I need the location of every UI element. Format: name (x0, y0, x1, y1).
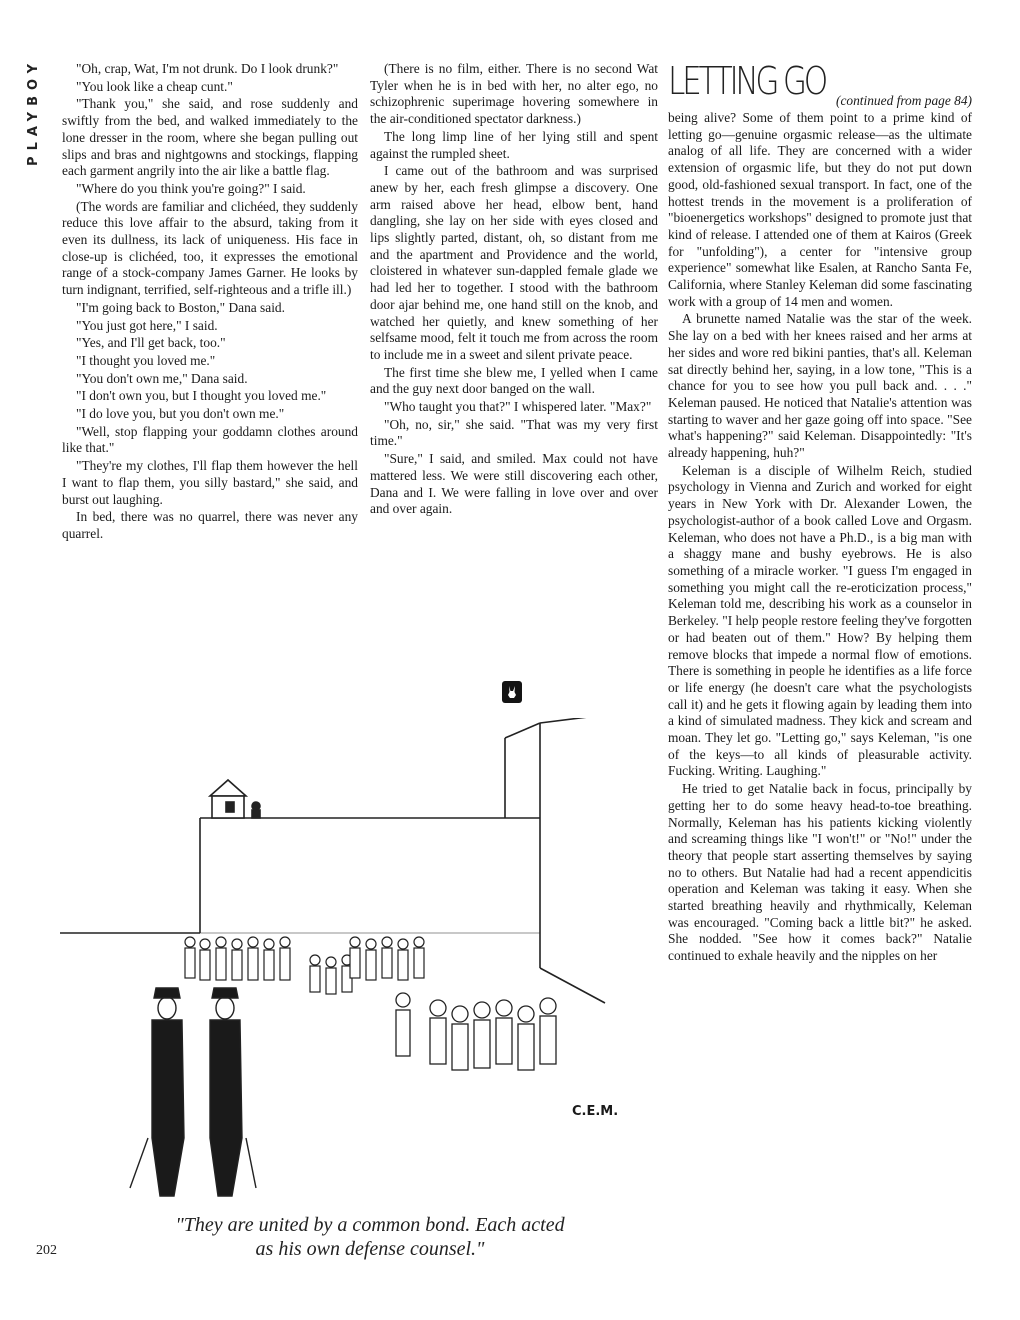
paragraph: "I'm going back to Boston," Dana said. (76, 299, 285, 315)
paragraph: "They're my clothes, I'll flap them however the hell I want to flap them, you silly bastard," she said, and burst out laughing. (62, 458, 358, 507)
paragraph: The first time she blew me, I yelled when I came and the guy next door banged on the wall. (370, 364, 658, 397)
cartoon-caption (110, 1213, 630, 1261)
paragraph: (The words are familiar and clichéed, they suddenly reduce this love affair to the absurd, taking from it even its dullness, its lack of uniqueness. His face in close-up is clichéed, too, it expresses the emotional range of a stock-company James Garner. He looks by turn indignant, terrified, self-righteous and a trifle ill.) (62, 198, 358, 298)
paragraph: "Who taught you that?" I whispered later. "Max?" (384, 399, 652, 415)
page-number: 202 (36, 1243, 57, 1258)
paragraph: "Where do you think you're going?" I said. (76, 180, 306, 196)
paragraph: "Yes, and I'll get back, too." (76, 335, 226, 351)
paragraph: "I do love you, but you don't own me." (76, 406, 285, 422)
paragraph: being alive? Some of them point to a prime kind of letting go—genuine orgasmic release—as the ultimate analog of all life. They are concerned with a wider extension of orgasmic life, but they do not put down good, old-fashioned sexual transport. In fact, one of the hottest trends in the movement is a proliferation of "bioenergetics workshops" designed to promote just that kind of release. I attended one of them at Kairos (Greek for "unfolding"), a center for "intensive group experience" somewhat like Esalen, at Rancho Santa Fe, California, where Stanley Keleman did some fascinating work with a group of 14 men and women. (668, 110, 972, 309)
cartoonist-signature: C.E.M. (572, 1104, 619, 1119)
paragraph: "Thank you," she said, and rose suddenly and swiftly from the bed, and walked immediately to the lone dresser in the room, where she began pulling out slips and bras and nightgowns and stockings, flapping each garment angrily into the air like a battle flag. (62, 96, 358, 179)
paragraph: (There is no film, either. There is no second Wat Tyler when he is in bed with her, no alter ego, no schizophrenic superimage hovering somewhere in the air-conditioned spectator darkness.) (370, 61, 658, 127)
caption-line: "They are united by a common bond. Each acted (175, 1214, 565, 1236)
paragraph: In bed, there was no quarrel, there was never any quarrel. (62, 509, 358, 541)
paragraph: He tried to get Natalie back in focus, principally by getting her to do some heavy head-to-toe breathing. Normally, Keleman has his patients kicking violently and screaming things like "I won't!" or "No!" under the theory that people start asserting themselves by saying no to others. But Natalie had had a recent appendicitis operation and Keleman was taking it easy. When she started breathing heavily and rhythmically, Keleman was encouraged. "Coming back a little bit?" he asked. She nodded. "See how it comes back?" Natalie continued to exhale heavily and the nipples on her (668, 781, 972, 964)
paragraph: I came out of the bathroom and was surprised anew by her, each fresh glimpse a discovery. One arm raised above her head, elbow bent, hand dangling, she lay on her side with eyes closed and lips slightly parted, distant, oh, so distant from me and the apartment and Providence and the world, cloistered in whatever sun-dappled female glade we had led her to together. I stood with the bathroom door ajar behind me, one hand still on the knob, and watched her quietly, and knew something of her selfsame mood, felt it touch me from across the room to include me in a sweet and silent private peace. (370, 163, 658, 362)
column-3 (668, 110, 972, 965)
paragraph: "Oh, no, sir," she said. "That was my very first time." (370, 416, 658, 449)
paragraph: "Sure," I said, and smiled. Max could not have mattered less. We were still discovering each other, Dana and I. We were falling in love over and over and over again. (370, 451, 658, 517)
paragraph: "You don't own me," Dana said. (76, 370, 248, 386)
masthead: PLAYBOY (26, 58, 41, 166)
paragraph: "Oh, crap, Wat, I'm not drunk. Do I look drunk?" (76, 61, 339, 76)
column-2 (370, 61, 658, 518)
paragraph: "You just got here," I said. (76, 317, 218, 333)
rabbit-end-mark-icon (502, 681, 522, 703)
column-1 (62, 61, 358, 543)
paragraph: "Well, stop flapping your goddamn clothes around like that." (62, 423, 358, 456)
cartoon-illustration (60, 718, 660, 1218)
paragraph: "You look like a cheap cunt." (76, 78, 233, 94)
continued-note: (continued from page 84) (836, 93, 972, 108)
paragraph: "I don't own you, but I thought you loved me." (76, 388, 327, 404)
caption-line: as his own defense counsel." (255, 1238, 485, 1260)
paragraph: "I thought you loved me." (76, 352, 216, 368)
paragraph: A brunette named Natalie was the star of the week. She lay on a bed with her knees raised and her arms at her sides and wore red bikini panties, that's all. Keleman sat directly behind her, saying, in a low tone, "This is a chance for you to see how you pull back and. . . ." Keleman paused. He noticed that Natalie's attention was starting to waver and her gaze going off into space. "See what's happening?" said Keleman. Disappointedly: "It's already happening, huh?" (668, 311, 972, 461)
article-title: LETTING GO (668, 59, 825, 103)
paragraph: The long limp line of her lying still and spent against the rumpled sheet. (370, 128, 658, 161)
paragraph: Keleman is a disciple of Wilhelm Reich, studied psychology in Vienna and Zurich and worked for eight years in New York with Dr. Alexander Lowen, the psychologist-author of a book called Love and Orgasm. Keleman, who does not have a Ph.D., is a big man with a shaggy mane and bushy eyebrows. He is also something of a miracle worker. "I guess I'm engaged in something you might call the re-eroticization process," Keleman told me, describing his work as a counselor in Berkeley. "I help people restore feeling they've forgotten or had beaten out of them." How? By helping them remove blocks that impede a normal flow of emotions. There is something in people he identifies as a life force or life energy (he doesn't care what the psychologists call it) and he gets it flowing again by leading them into a kind of simulated madness. They kick and scream and moan. They let go. "Letting go," says Keleman, "is one of the keys—to all kinds of pleasurable activity. Fucking. Writing. Laughing." (668, 462, 972, 779)
